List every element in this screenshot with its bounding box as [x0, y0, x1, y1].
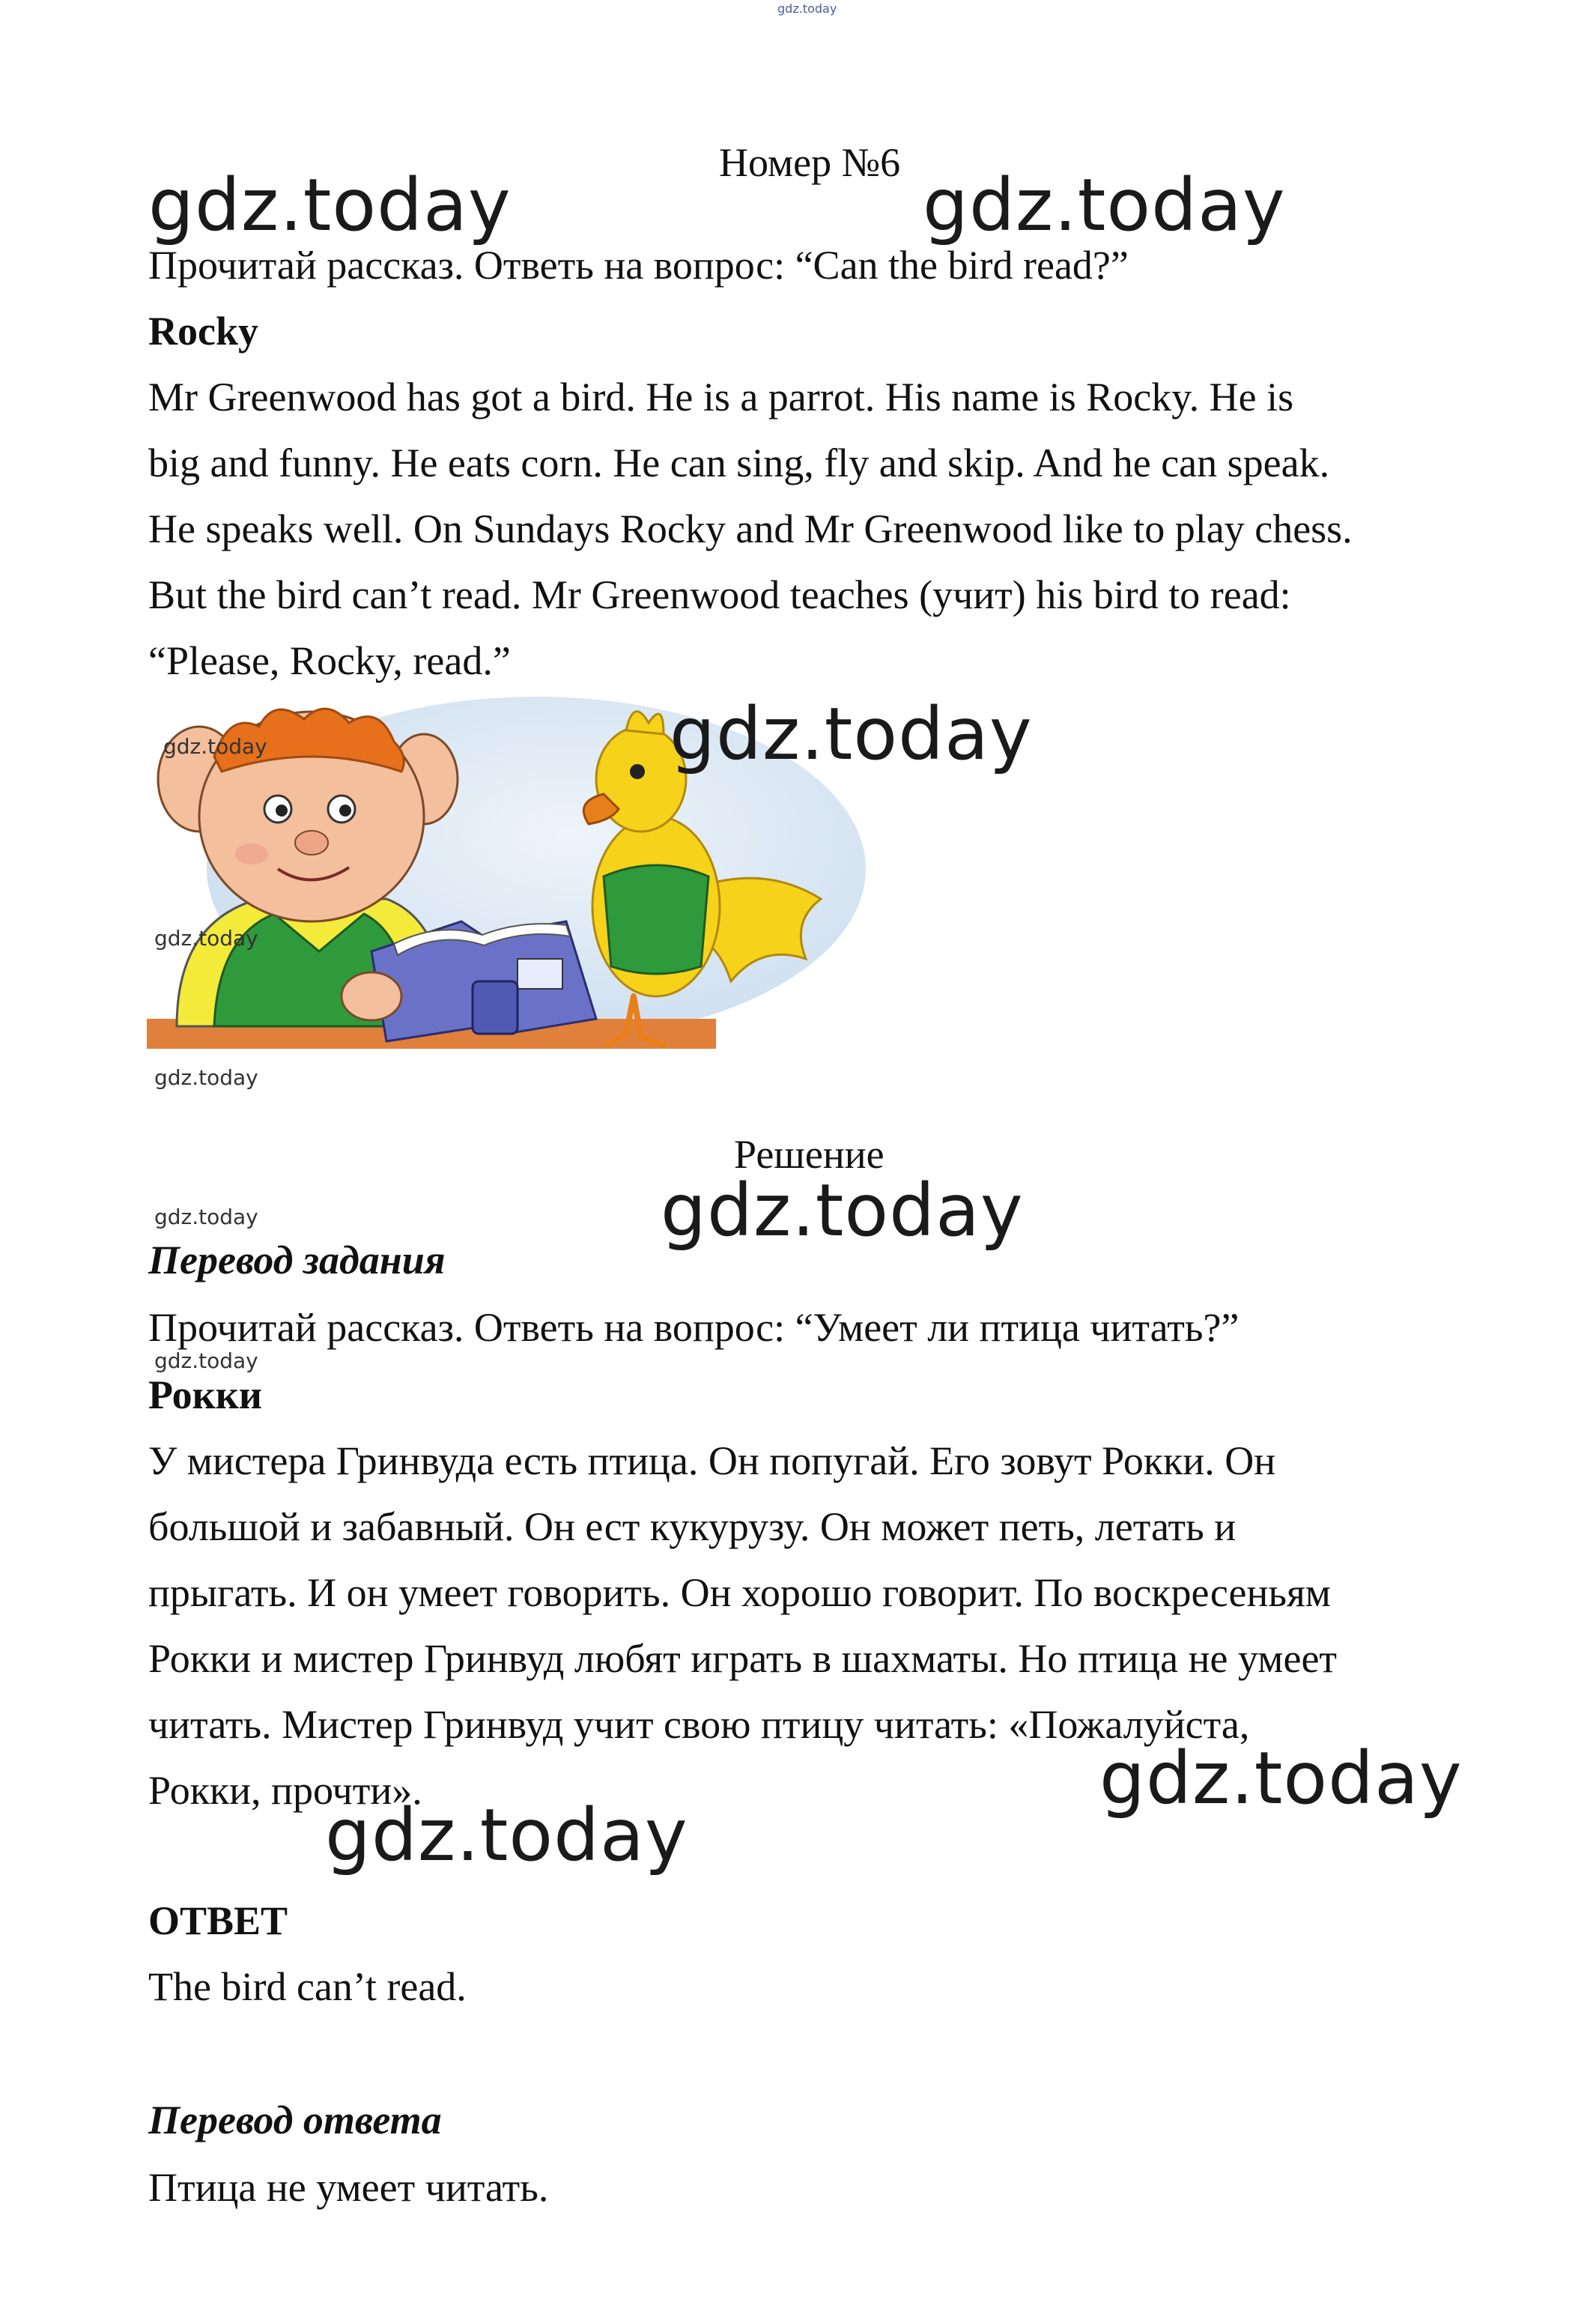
page-title: Номер №6: [719, 140, 901, 185]
translation-line: Рокки, прочти».: [148, 1768, 422, 1813]
answer-translation-text: Птица не умеет читать.: [148, 2165, 549, 2210]
story-line: “Please, Rocky, read.”: [148, 638, 511, 683]
answer-translation-heading: Перевод ответа: [148, 2098, 442, 2142]
boy-hand: [342, 972, 401, 1020]
story-title: Rocky: [148, 309, 258, 354]
watermark-small: gdz.today: [154, 1205, 258, 1229]
translation-line: читать. Мистер Гринвуд учит свою птицу читать: «Пожалуйста,: [148, 1702, 1250, 1747]
watermark: gdz.today: [1099, 1736, 1463, 1820]
boy-pupil-left: [276, 805, 288, 817]
top-watermark: gdz.today: [777, 1, 837, 16]
translation-line: У мистера Гринвуда есть птица. Он попугай. Его зовут Рокки. Он: [148, 1438, 1276, 1483]
translation-line: прыгать. И он умеет говорить. Он хорошо говорит. По воскресеньям: [148, 1570, 1331, 1615]
watermark-small: gdz.today: [154, 926, 258, 951]
answer-text: The bird can’t read.: [148, 1964, 467, 2009]
watermark-small: gdz.today: [154, 1348, 258, 1373]
translation-story-title: Рокки: [148, 1372, 262, 1417]
boy-cheek: [235, 843, 268, 864]
watermark: gdz.today: [661, 1169, 1024, 1253]
boy-pupil-right: [339, 805, 351, 817]
story-line: Mr Greenwood has got a bird. He is a parrot. His name is Rocky. He is: [148, 375, 1294, 420]
watermark: gdz.today: [923, 163, 1286, 247]
watermark: gdz.today: [670, 692, 1033, 776]
parrot-eye: [630, 764, 645, 779]
watermark: gdz.today: [148, 163, 512, 247]
translation-heading: Перевод задания: [148, 1238, 446, 1282]
story-text: [148, 364, 1496, 694]
story-line: big and funny. He eats corn. He can sing, fly and skip. And he can speak.: [148, 440, 1330, 485]
story-line: But the bird can’t read. Mr Greenwood teaches (учит) his bird to read:: [148, 572, 1291, 617]
task-instruction: Прочитай рассказ. Ответь на вопрос: “Can the bird read?”: [148, 243, 1129, 288]
watermark-small: gdz.today: [163, 734, 267, 759]
watermark: gdz.today: [325, 1793, 688, 1877]
translation-line: Рокки и мистер Гринвуд любят играть в шахматы. Но птица не умеет: [148, 1636, 1338, 1681]
answer-heading: ОТВЕТ: [148, 1898, 288, 1943]
story-line: He speaks well. On Sundays Rocky and Mr Greenwood like to play chess.: [148, 506, 1353, 551]
watermark-small: gdz.today: [154, 1065, 258, 1090]
book-clasp: [473, 981, 518, 1034]
boy-nose: [295, 831, 328, 855]
parrot-vest: [604, 865, 709, 974]
solution-heading: Решение: [734, 1132, 885, 1177]
translation-instruction: Прочитай рассказ. Ответь на вопрос: “Умеет ли птица читать?”: [148, 1305, 1240, 1350]
translation-line: большой и забавный. Он ест кукурузу. Он может петь, летать и: [148, 1504, 1237, 1549]
book-label: [518, 959, 562, 989]
